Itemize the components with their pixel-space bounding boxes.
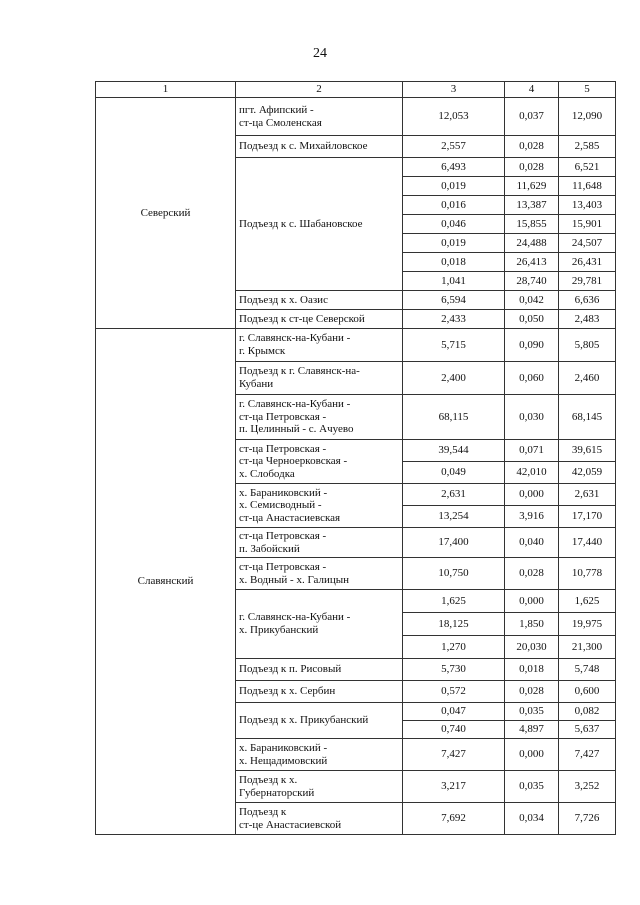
value-cell-c4: 0,037: [505, 98, 559, 136]
value-cell-c4: 0,040: [505, 528, 559, 558]
column-header: 4: [505, 82, 559, 98]
value-cell-c3: 0,572: [403, 681, 505, 703]
value-cell-c3: 0,046: [403, 215, 505, 234]
road-name: Подъезд к г. Славянск-на- Кубани: [236, 362, 403, 395]
road-name: г. Славянск-на-Кубани - х. Прикубанский: [236, 590, 403, 659]
value-cell-c3: 0,049: [403, 462, 505, 484]
table-row: [96, 98, 616, 136]
road-name: х. Бараниковский - х. Семисводный - ст-ца Анастасиевская: [236, 484, 403, 528]
value-cell-c4: 26,413: [505, 253, 559, 272]
value-cell-c5: 2,631: [559, 484, 616, 506]
value-cell-c3: 7,692: [403, 803, 505, 835]
value-cell-c5: 13,403: [559, 196, 616, 215]
value-cell-c4: 0,028: [505, 681, 559, 703]
value-cell-c3: 0,016: [403, 196, 505, 215]
value-cell-c5: 7,427: [559, 739, 616, 771]
value-cell-c4: 11,629: [505, 177, 559, 196]
road-name: Подъезд к ст-це Анастасиевской: [236, 803, 403, 835]
value-cell-c4: 0,050: [505, 310, 559, 329]
road-name: Подъезд к х. Прикубанский: [236, 703, 403, 739]
table-header-row: [96, 82, 616, 98]
value-cell-c3: 6,594: [403, 291, 505, 310]
value-cell-c5: 21,300: [559, 636, 616, 659]
table-row: [96, 329, 616, 362]
value-cell-c3: 68,115: [403, 395, 505, 440]
road-name: ст-ца Петровская - х. Водный - х. Галицын: [236, 558, 403, 590]
value-cell-c5: 17,440: [559, 528, 616, 558]
road-name: Подъезд к х. Сербин: [236, 681, 403, 703]
value-cell-c3: 2,400: [403, 362, 505, 395]
value-cell-c4: 13,387: [505, 196, 559, 215]
column-header: 5: [559, 82, 616, 98]
value-cell-c4: 15,855: [505, 215, 559, 234]
column-header: 2: [236, 82, 403, 98]
roads-table: [95, 81, 616, 835]
value-cell-c5: 5,805: [559, 329, 616, 362]
value-cell-c5: 2,585: [559, 136, 616, 158]
value-cell-c3: 2,631: [403, 484, 505, 506]
road-name: х. Бараниковский - х. Нещадимовский: [236, 739, 403, 771]
value-cell-c3: 0,019: [403, 177, 505, 196]
road-name: Подъезд к ст-це Северской: [236, 310, 403, 329]
value-cell-c4: 0,090: [505, 329, 559, 362]
value-cell-c4: 0,018: [505, 659, 559, 681]
value-cell-c3: 12,053: [403, 98, 505, 136]
road-name: ст-ца Петровская - ст-ца Черноерковская - х. Слободка: [236, 440, 403, 484]
page-number: 24: [313, 46, 327, 61]
value-cell-c3: 1,270: [403, 636, 505, 659]
value-cell-c3: 2,557: [403, 136, 505, 158]
value-cell-c5: 39,615: [559, 440, 616, 462]
value-cell-c3: 17,400: [403, 528, 505, 558]
value-cell-c4: 42,010: [505, 462, 559, 484]
value-cell-c3: 0,047: [403, 703, 505, 721]
value-cell-c3: 7,427: [403, 739, 505, 771]
value-cell-c4: 28,740: [505, 272, 559, 291]
value-cell-c5: 6,521: [559, 158, 616, 177]
value-cell-c5: 26,431: [559, 253, 616, 272]
value-cell-c4: 0,034: [505, 803, 559, 835]
value-cell-c5: 24,507: [559, 234, 616, 253]
road-name: ст-ца Петровская - п. Забойский: [236, 528, 403, 558]
value-cell-c5: 10,778: [559, 558, 616, 590]
value-cell-c3: 2,433: [403, 310, 505, 329]
value-cell-c4: 0,035: [505, 703, 559, 721]
value-cell-c3: 10,750: [403, 558, 505, 590]
value-cell-c3: 5,730: [403, 659, 505, 681]
value-cell-c5: 5,748: [559, 659, 616, 681]
value-cell-c4: 0,060: [505, 362, 559, 395]
road-name: Подъезд к с. Михайловское: [236, 136, 403, 158]
value-cell-c3: 18,125: [403, 613, 505, 636]
value-cell-c5: 42,059: [559, 462, 616, 484]
value-cell-c4: 0,071: [505, 440, 559, 462]
road-name: Подъезд к с. Шабановское: [236, 158, 403, 291]
value-cell-c4: 20,030: [505, 636, 559, 659]
value-cell-c4: 0,000: [505, 590, 559, 613]
column-header: 3: [403, 82, 505, 98]
value-cell-c4: 0,042: [505, 291, 559, 310]
value-cell-c5: 7,726: [559, 803, 616, 835]
value-cell-c3: 13,254: [403, 506, 505, 528]
road-name: пгт. Афипский - ст-ца Смоленская: [236, 98, 403, 136]
value-cell-c5: 12,090: [559, 98, 616, 136]
value-cell-c3: 0,018: [403, 253, 505, 272]
road-name: Подъезд к п. Рисовый: [236, 659, 403, 681]
value-cell-c4: 24,488: [505, 234, 559, 253]
value-cell-c3: 0,740: [403, 721, 505, 739]
value-cell-c4: 3,916: [505, 506, 559, 528]
district-name: Северский: [96, 98, 236, 329]
value-cell-c4: 0,028: [505, 558, 559, 590]
value-cell-c4: 1,850: [505, 613, 559, 636]
road-name: Подъезд к х. Оазис: [236, 291, 403, 310]
district-name: Славянский: [96, 329, 236, 835]
value-cell-c3: 1,625: [403, 590, 505, 613]
value-cell-c5: 15,901: [559, 215, 616, 234]
value-cell-c5: 19,975: [559, 613, 616, 636]
value-cell-c4: 0,030: [505, 395, 559, 440]
value-cell-c4: 0,028: [505, 136, 559, 158]
value-cell-c5: 0,082: [559, 703, 616, 721]
column-header: 1: [96, 82, 236, 98]
value-cell-c5: 1,625: [559, 590, 616, 613]
road-name: г. Славянск-на-Кубани - г. Крымск: [236, 329, 403, 362]
value-cell-c5: 68,145: [559, 395, 616, 440]
value-cell-c5: 5,637: [559, 721, 616, 739]
value-cell-c3: 39,544: [403, 440, 505, 462]
value-cell-c5: 17,170: [559, 506, 616, 528]
value-cell-c3: 3,217: [403, 771, 505, 803]
road-name: г. Славянск-на-Кубани - ст-ца Петровская - п. Целинный - с. Ачуево: [236, 395, 403, 440]
value-cell-c3: 1,041: [403, 272, 505, 291]
value-cell-c5: 3,252: [559, 771, 616, 803]
value-cell-c4: 4,897: [505, 721, 559, 739]
value-cell-c4: 0,000: [505, 739, 559, 771]
value-cell-c5: 2,460: [559, 362, 616, 395]
value-cell-c5: 6,636: [559, 291, 616, 310]
value-cell-c3: 6,493: [403, 158, 505, 177]
value-cell-c4: 0,035: [505, 771, 559, 803]
value-cell-c4: 0,000: [505, 484, 559, 506]
value-cell-c3: 5,715: [403, 329, 505, 362]
value-cell-c5: 2,483: [559, 310, 616, 329]
road-name: Подъезд к х. Губернаторский: [236, 771, 403, 803]
value-cell-c5: 11,648: [559, 177, 616, 196]
value-cell-c4: 0,028: [505, 158, 559, 177]
value-cell-c5: 29,781: [559, 272, 616, 291]
value-cell-c5: 0,600: [559, 681, 616, 703]
value-cell-c3: 0,019: [403, 234, 505, 253]
